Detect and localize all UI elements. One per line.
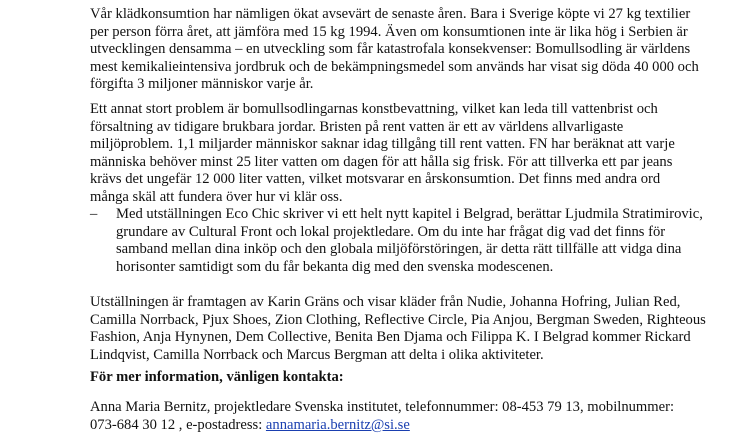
text-line: per person förra året, att jämföra med 15 kg 1994. Även om konsumtionen inte är lika hög i Serbien är <box>90 23 688 40</box>
text-line: Utställningen är framtagen av Karin Gräns och visar kläder från Nudie, Johanna Hofring, Julian Red, <box>90 294 681 310</box>
contact-prefix: 073-684 30 12 , e-postadress: <box>90 416 266 433</box>
text-line: Med utställningen Eco Chic skriver vi ett helt nytt kapitel i Belgrad, berättar Ljudmila Stratimirovic, <box>116 206 703 222</box>
contact-line: Anna Maria Bernitz, projektledare Svenska institutet, telefonnummer: 08-453 79 13, mobilnummer: <box>90 399 675 415</box>
paragraph-quote <box>116 206 703 276</box>
text-line: miljöproblem. 1,1 miljarder människor saknar idag tillgång till rent vatten. FN har beräknat att varje <box>90 136 675 153</box>
contact-heading: För mer information, vänligen kontakta: <box>90 369 344 385</box>
text-line: horisonter samtidigt som du får bekanta dig med den svenska modescenen. <box>116 258 554 275</box>
text-line: grundare av Cultural Front och lokal projektledare. Om du inte har frågat dig vad det finns för <box>116 223 666 240</box>
text-line: människa behöver minst 25 liter vatten om dagen för att hålla sig frisk. För att tillverka ett par jeans <box>90 153 673 170</box>
text-line: försaltning av tidigare brukbara jordar. Bristen på rent vatten är ett av världens allvarligaste <box>90 118 624 135</box>
text-line: förgifta 3 miljoner människor varje år. <box>90 76 314 93</box>
bullet-dash: – <box>90 206 98 222</box>
contact-info <box>90 399 674 434</box>
contact-line <box>90 417 674 434</box>
text-line: många skäl att fundera över hur vi klär oss. <box>90 188 343 205</box>
text-line: Lindqvist, Camilla Norrback och Marcus Bergman att delta i olika aktiviteter. <box>90 346 544 363</box>
paragraph-consumption <box>90 6 699 94</box>
text-line: samband mellan dina inköp och den globala miljöförstöringen, är detta rätt tillfälle att vidga dina <box>116 241 682 258</box>
text-line: Ett annat stort problem är bomullsodlingarnas konstbevattning, vilket kan leda till vattenbrist och <box>90 101 658 117</box>
paragraph-irrigation <box>90 101 675 207</box>
text-line: Vår klädkonsumtion har nämligen ökat avsevärt de senaste åren. Bara i Sverige köpte vi 27 kg textilier <box>90 6 691 22</box>
email-link[interactable]: annamaria.bernitz@si.se <box>265 416 410 433</box>
text-line: mest kemikalieintensiva jordbruk och de bekämpningsmedel som används har visat sig döda 40 000 och <box>90 58 699 75</box>
text-line: utvecklingen densamma – en utveckling som får katastrofala konsekvenser: Bomullsodling är världens <box>90 41 691 58</box>
text-line: Camilla Norrback, Pjux Shoes, Zion Clothing, Reflective Circle, Pia Anjou, Bergman Sweden, Righteous <box>90 311 706 328</box>
paragraph-exhibition <box>90 294 706 364</box>
text-line: krävs det ungefär 12 000 liter vatten, vilket motsvarar en årskonsumtion. Det finns med andra ord <box>90 171 661 188</box>
text-line: Fashion, Anja Hynynen, Dem Collective, Benita Ben Djama och Filippa K. I Belgrad kommer Rickard <box>90 329 691 346</box>
